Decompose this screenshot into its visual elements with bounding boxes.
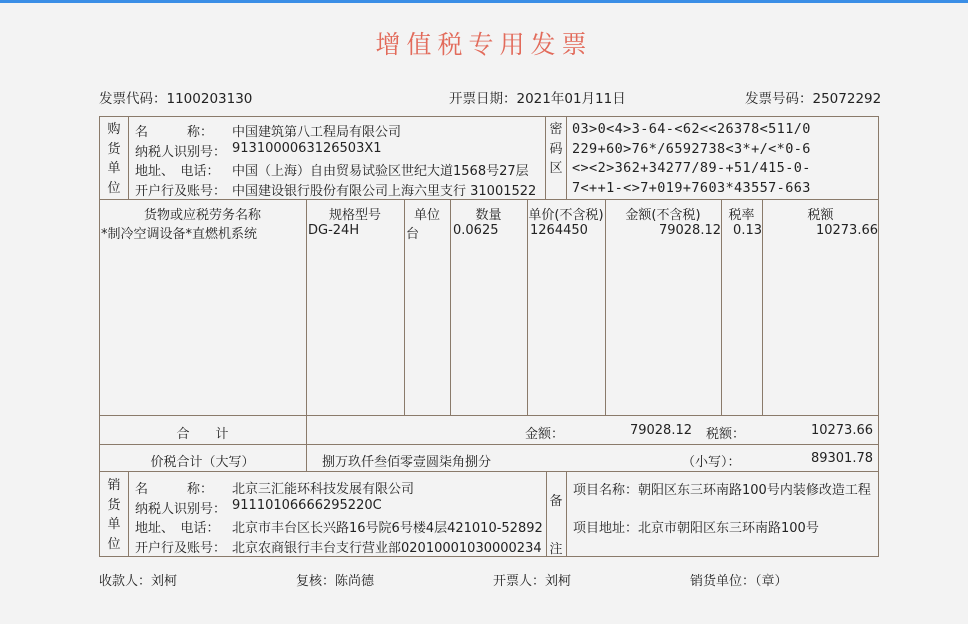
divider xyxy=(546,471,547,557)
divider xyxy=(527,199,528,415)
invoice-number-label: 发票号码： xyxy=(745,91,813,107)
seller-tax-id: 91110106666295220C xyxy=(232,498,382,513)
col-header-qty: 数量 xyxy=(475,208,502,223)
remarks-project-address: 项目地址：北京市朝阳区东三环南路100号 xyxy=(573,521,819,536)
invoice-number xyxy=(745,87,881,107)
invoice-date-label: 开票日期： xyxy=(449,91,517,107)
footer-reviewer: 复核：陈尚德 xyxy=(296,574,375,589)
divider xyxy=(128,116,129,199)
grand-total-label: 价税合计（大写） xyxy=(150,455,255,470)
divider xyxy=(99,471,879,472)
invoice-title: 增值税专用发票 xyxy=(375,30,593,59)
item-amount: 79028.12 xyxy=(658,223,721,238)
buyer-side-label: 购货单位 xyxy=(107,122,121,196)
cipher-line: 03>0<4>3-64-<62<<26378<511/0 xyxy=(572,121,811,137)
buyer-name: 中国建筑第八工程局有限公司 xyxy=(232,125,402,140)
col-header-unit: 单位 xyxy=(413,208,440,223)
grand-total-words: 捌万玖仟叁佰零壹圆柒角捌分 xyxy=(322,455,492,470)
footer-seller-seal: 销货单位：（章） xyxy=(690,574,788,589)
invoice-code xyxy=(99,87,252,107)
cipher-line: 229+60>76*/6592738<3*+/<*0-6 xyxy=(572,141,811,157)
totals-amount: 79028.12 xyxy=(629,423,692,438)
cipher-line: <><2>362+34277/89-+51/415-0- xyxy=(572,160,811,176)
buyer-bank-label: 开户行及账号： xyxy=(135,184,227,199)
seller-bank-label: 开户行及账号： xyxy=(135,541,227,556)
col-header-tax: 税额 xyxy=(807,208,834,223)
item-tax: 10273.66 xyxy=(815,223,878,238)
cipher-side-label: 密码区 xyxy=(549,122,563,176)
divider xyxy=(306,199,307,471)
seller-bank: 北京农商银行丰台支行营业部02010001030000234 xyxy=(232,541,542,556)
divider xyxy=(404,199,405,415)
divider xyxy=(566,471,567,557)
buyer-tax-label: 纳税人识别号： xyxy=(135,145,227,160)
item-rate: 0.13 xyxy=(733,223,762,238)
invoice-date-value: 2021年01月11日 xyxy=(516,91,626,107)
invoice-code-value: 1100203130 xyxy=(166,91,253,107)
col-header-spec: 规格型号 xyxy=(328,208,381,223)
invoice-date xyxy=(449,87,626,107)
item-name: *制冷空调设备*直燃机系统 xyxy=(101,227,258,242)
divider xyxy=(545,116,546,199)
buyer-address: 中国（上海）自由贸易试验区世纪大道1568号27层 xyxy=(232,164,529,179)
remarks-side-label: 备注 xyxy=(549,494,563,557)
divider xyxy=(566,116,567,199)
seller-addr-label: 地址、 电话： xyxy=(135,521,220,536)
item-unit: 台 xyxy=(406,227,420,242)
totals-tax-label: 税额： xyxy=(706,427,746,442)
buyer-tax-id: 9131000063126503X1 xyxy=(232,141,382,156)
grand-total-small: 89301.78 xyxy=(810,451,873,466)
divider xyxy=(128,471,129,557)
divider xyxy=(450,199,451,415)
totals-label: 合 计 xyxy=(176,427,229,442)
cipher-line: 7<++1-<>7+019+7603*43557-663 xyxy=(572,180,811,196)
col-header-rate: 税率 xyxy=(728,208,755,223)
col-header-name: 货物或应税劳务名称 xyxy=(143,208,261,223)
seller-side-label: 销货单位 xyxy=(107,478,121,552)
item-spec: DG-24H xyxy=(308,223,360,238)
buyer-addr-label: 地址、 电话： xyxy=(135,164,220,179)
invoice-code-label: 发票代码： xyxy=(99,91,167,107)
item-qty: 0.0625 xyxy=(453,223,499,238)
divider xyxy=(99,415,879,416)
seller-tax-label: 纳税人识别号： xyxy=(135,502,227,517)
grand-total-small-label: （小写）： xyxy=(682,455,741,470)
buyer-name-label: 名 称： xyxy=(135,125,214,140)
seller-name: 北京三汇能环科技发展有限公司 xyxy=(232,482,415,497)
divider xyxy=(99,444,879,445)
buyer-bank: 中国建设银行股份有限公司上海六里支行 31001522 xyxy=(232,184,537,199)
col-header-price: 单价(不含税) xyxy=(528,208,604,223)
col-header-amount: 金额(不含税) xyxy=(625,208,701,223)
totals-tax: 10273.66 xyxy=(810,423,873,438)
seller-address: 北京市丰台区长兴路16号院6号楼4层421010-52892 xyxy=(232,521,543,536)
totals-amount-label: 金额： xyxy=(525,427,565,442)
remarks-project-name: 项目名称：朝阳区东三环南路100号内装修改造工程 xyxy=(573,483,871,498)
item-price: 1264450 xyxy=(530,223,588,238)
footer-payee: 收款人：刘柯 xyxy=(99,574,178,589)
invoice-number-value: 25072292 xyxy=(812,91,882,107)
seller-name-label: 名 称： xyxy=(135,482,214,497)
footer-issuer: 开票人：刘柯 xyxy=(493,574,572,589)
